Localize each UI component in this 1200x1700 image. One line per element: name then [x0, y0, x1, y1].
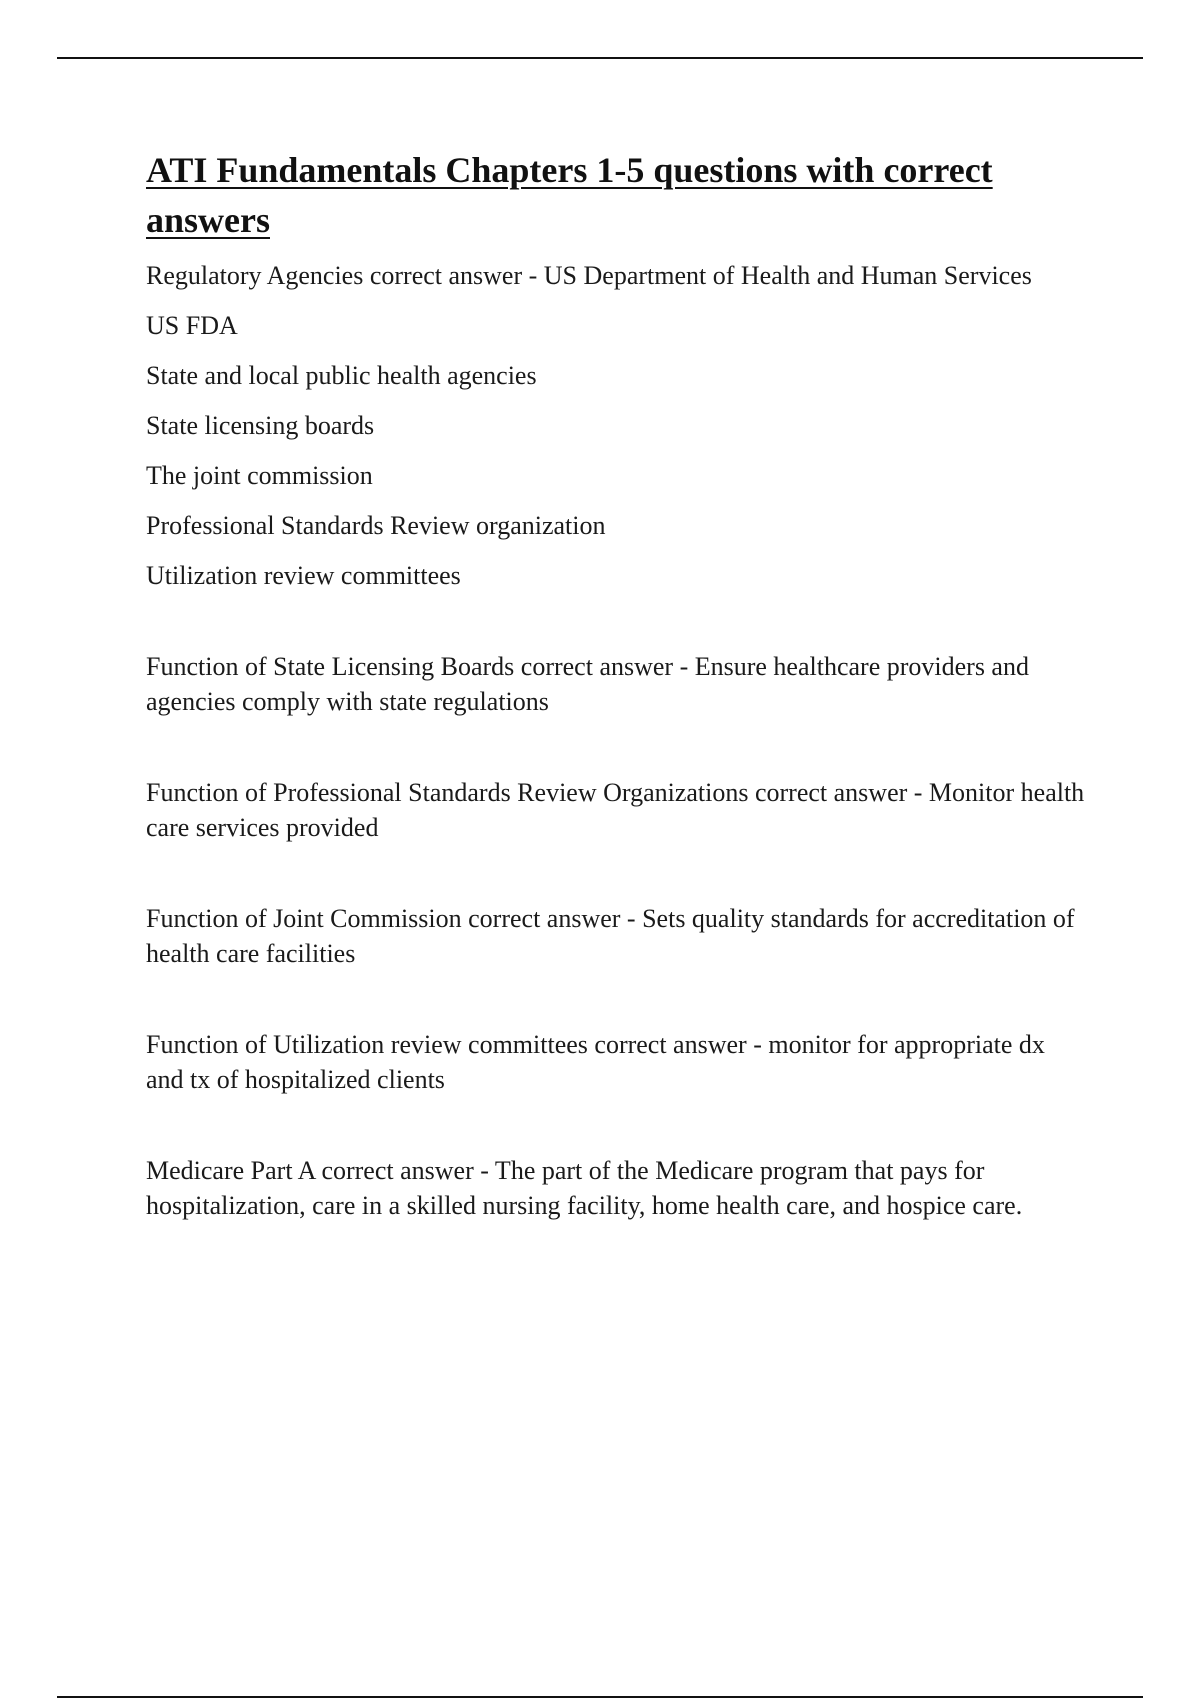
document-body: [146, 145, 1086, 1223]
list-item-utilization-review: Utilization review committees: [146, 561, 461, 590]
answer-state-licensing-boards: Function of State Licensing Boards correct answer - Ensure healthcare providers and agencies comply with state regulations: [146, 652, 1029, 716]
answer-medicare-part-a: Medicare Part A correct answer - The part of the Medicare program that pays for hospitalization, care in a skilled nursing facility, home health care, and hospice care.: [146, 1156, 1023, 1220]
list-item-psro: Professional Standards Review organization: [146, 511, 606, 540]
answer-psro-function: Function of Professional Standards Review Organizations correct answer - Monitor health care services provided: [146, 778, 1085, 842]
list-item-joint-commission: The joint commission: [146, 461, 373, 490]
bottom-divider: [57, 1696, 1143, 1698]
document-title: ATI Fundamentals Chapters 1-5 questions with correct answers: [146, 150, 993, 240]
top-divider: [57, 57, 1143, 59]
list-item-us-fda: US FDA: [146, 311, 238, 340]
list-item-public-health-agencies: State and local public health agencies: [146, 361, 537, 390]
answer-utilization-review-function: Function of Utilization review committees correct answer - monitor for appropriate dx and tx of hospitalized clients: [146, 1030, 1045, 1094]
list-item-licensing-boards: State licensing boards: [146, 411, 375, 440]
answer-regulatory-agencies: Regulatory Agencies correct answer - US Department of Health and Human Services: [146, 261, 1032, 290]
answer-joint-commission-function: Function of Joint Commission correct answer - Sets quality standards for accreditation of health care facilities: [146, 904, 1075, 968]
